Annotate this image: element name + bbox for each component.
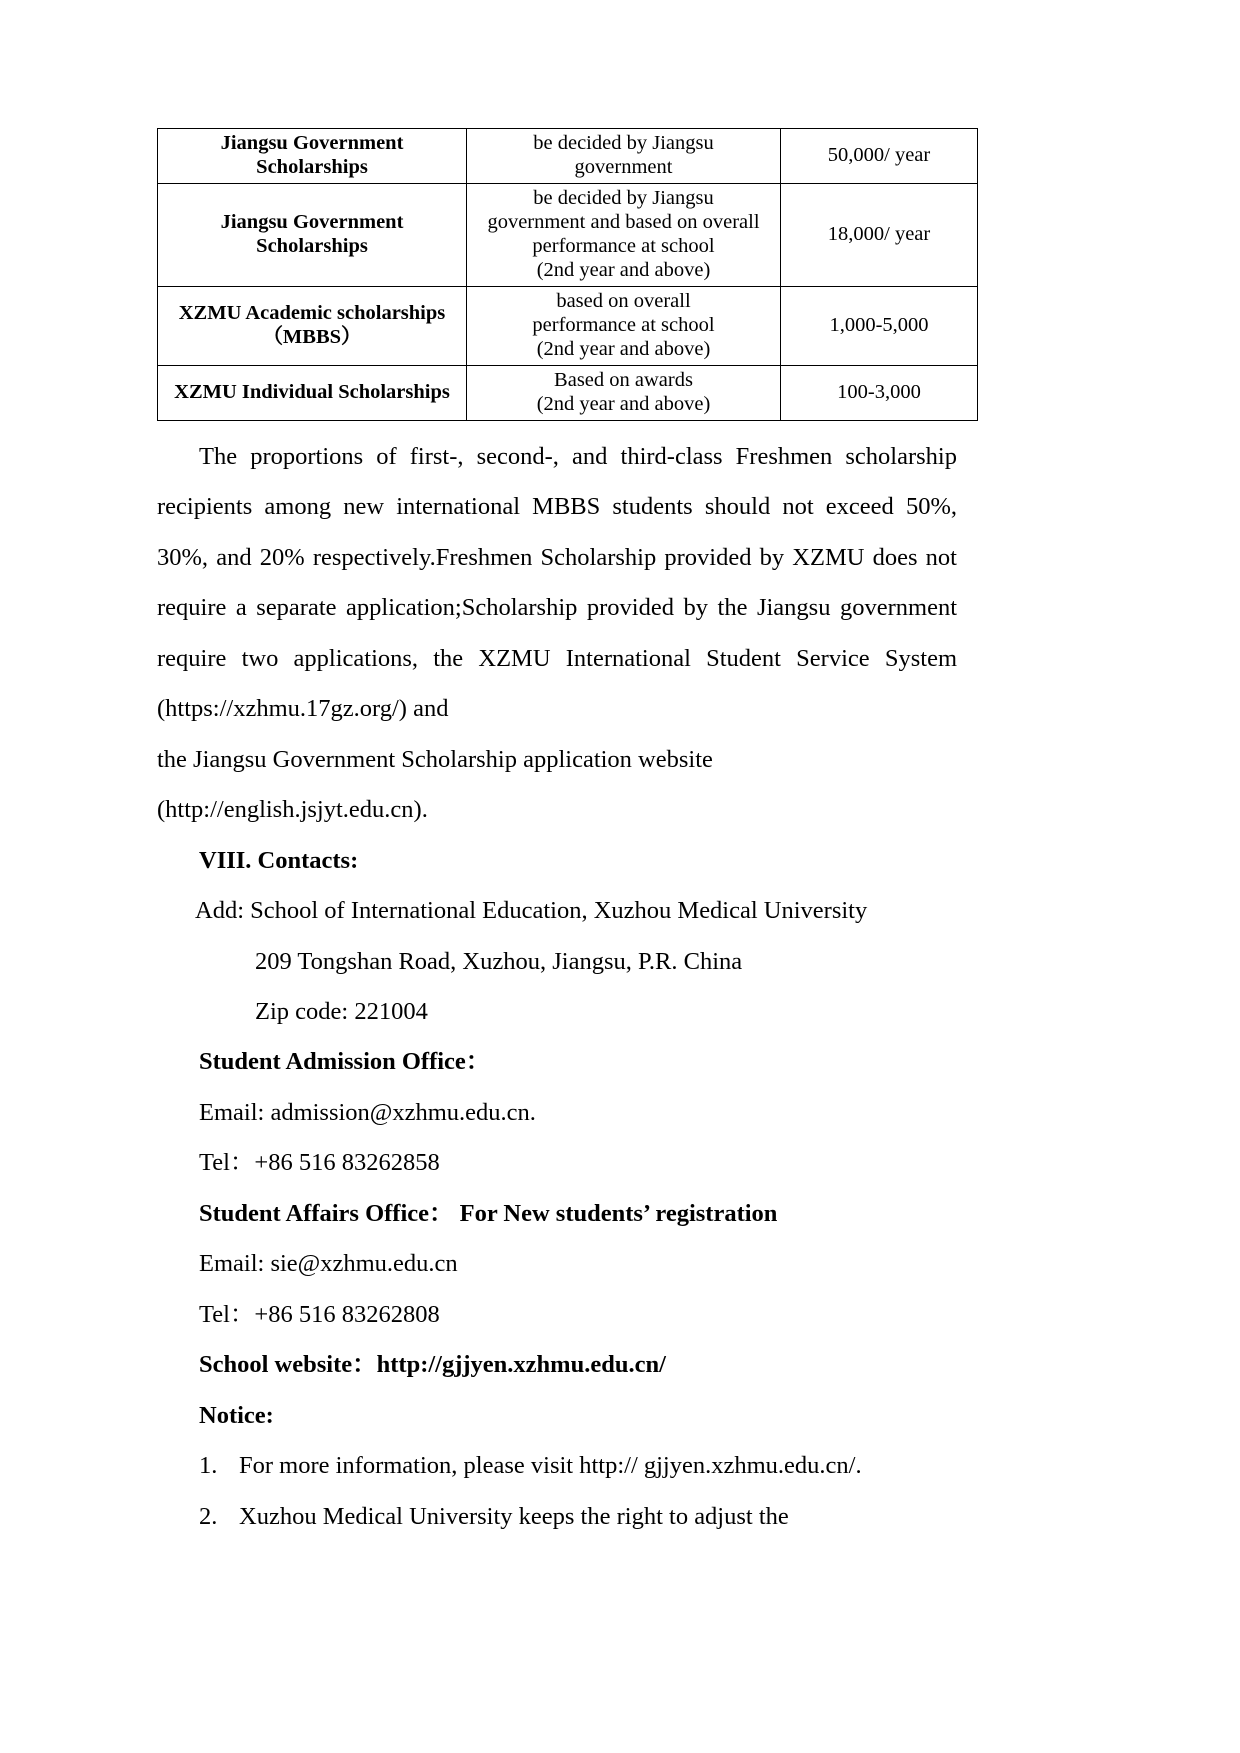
cell-line: performance at school	[532, 313, 715, 336]
cell-line: （MBBS）	[262, 325, 362, 348]
address-line-1: Add: School of International Education, Xuzhou Medical University	[195, 897, 868, 925]
cell-line: government and based on overall	[487, 210, 760, 233]
cell-line: Jiangsu Government	[220, 132, 404, 154]
cell-line: Jiangsu Government	[220, 210, 404, 233]
affairs-tel-line: Tel：+86 516 83262808	[199, 1300, 440, 1328]
cell-line: Scholarships	[256, 155, 368, 178]
address-line-2: 209 Tongshan Road, Xuzhou, Jiangsu, P.R. China	[255, 947, 743, 975]
admission-email-line: Email: admission@xzhmu.edu.cn.	[199, 1098, 536, 1126]
table-cell-criteria	[467, 286, 781, 365]
school-website-line: School website：http://gjjyen.xzhmu.edu.cn/	[199, 1351, 666, 1379]
student-affairs-office-heading: Student Affairs Office： For New students’ registration	[199, 1199, 778, 1227]
table-cell-scholarship-name	[158, 129, 467, 184]
table-cell-criteria	[467, 183, 781, 286]
cell-line: (2nd year and above)	[536, 392, 711, 415]
admission-tel-line: Tel：+86 516 83262858	[199, 1149, 440, 1177]
cell-line: XZMU Individual Scholarships	[174, 380, 450, 403]
notice-item	[157, 1492, 957, 1542]
table-row	[158, 365, 978, 420]
jiangsu-scholarship-url-line: (http://english.jsjyt.edu.cn).	[157, 796, 428, 824]
cell-line: Based on awards	[554, 368, 693, 391]
table-cell-amount: 18,000/ year	[781, 183, 978, 286]
notice-heading: Notice:	[199, 1401, 274, 1429]
cell-line: be decided by Jiangsu	[533, 186, 714, 209]
notice-number: 2.	[199, 1502, 218, 1530]
zip-code-line: Zip code: 221004	[255, 997, 428, 1025]
table-cell-scholarship-name	[158, 365, 467, 420]
table-cell-criteria	[467, 129, 781, 184]
table-cell-criteria	[467, 365, 781, 420]
table-cell-amount: 1,000-5,000	[781, 286, 978, 365]
table-body	[158, 129, 978, 421]
notice-item	[157, 1441, 957, 1491]
cell-line: Scholarships	[256, 234, 368, 257]
notice-text: For more information, please visit http:// gjjyen.xzhmu.edu.cn/.	[239, 1452, 862, 1480]
table-cell-scholarship-name	[158, 286, 467, 365]
table-row	[158, 129, 978, 184]
table-cell-amount: 100-3,000	[781, 365, 978, 420]
notice-number: 1.	[199, 1452, 218, 1480]
scholarship-proportions-paragraph: The proportions of first-, second-, and third-class Freshmen scholarship recipients among new international MBBS students should not exceed 50%, 30%, and 20% respectively.Freshmen Scholarship provided by XZMU does not require a separate application;Scholarship provided by the Jiangsu government require two applications, the XZMU International Student Service System (https://xzhmu.17gz.org/) and	[157, 442, 957, 723]
cell-line: be decided by Jiangsu	[533, 132, 714, 154]
cell-line: (2nd year and above)	[536, 337, 711, 360]
table-row	[158, 183, 978, 286]
cell-line: XZMU Academic scholarships	[178, 301, 446, 324]
cell-line: based on overall	[556, 289, 691, 312]
contacts-section-heading: VIII. Contacts:	[199, 846, 359, 874]
cell-line: (2nd year and above)	[536, 258, 711, 281]
cell-line: government	[574, 155, 673, 178]
page-content	[157, 128, 957, 1542]
table-cell-scholarship-name	[158, 183, 467, 286]
table-row	[158, 286, 978, 365]
affairs-email-line: Email: sie@xzhmu.edu.cn	[199, 1250, 458, 1278]
cell-line: performance at school	[532, 234, 715, 257]
scholarship-table	[157, 128, 978, 421]
student-admission-office-heading: Student Admission Office：	[199, 1048, 491, 1076]
notice-text: Xuzhou Medical University keeps the right to adjust the	[239, 1502, 789, 1530]
jiangsu-scholarship-website-line: the Jiangsu Government Scholarship application website	[157, 745, 713, 773]
table-cell-amount: 50,000/ year	[781, 129, 978, 184]
